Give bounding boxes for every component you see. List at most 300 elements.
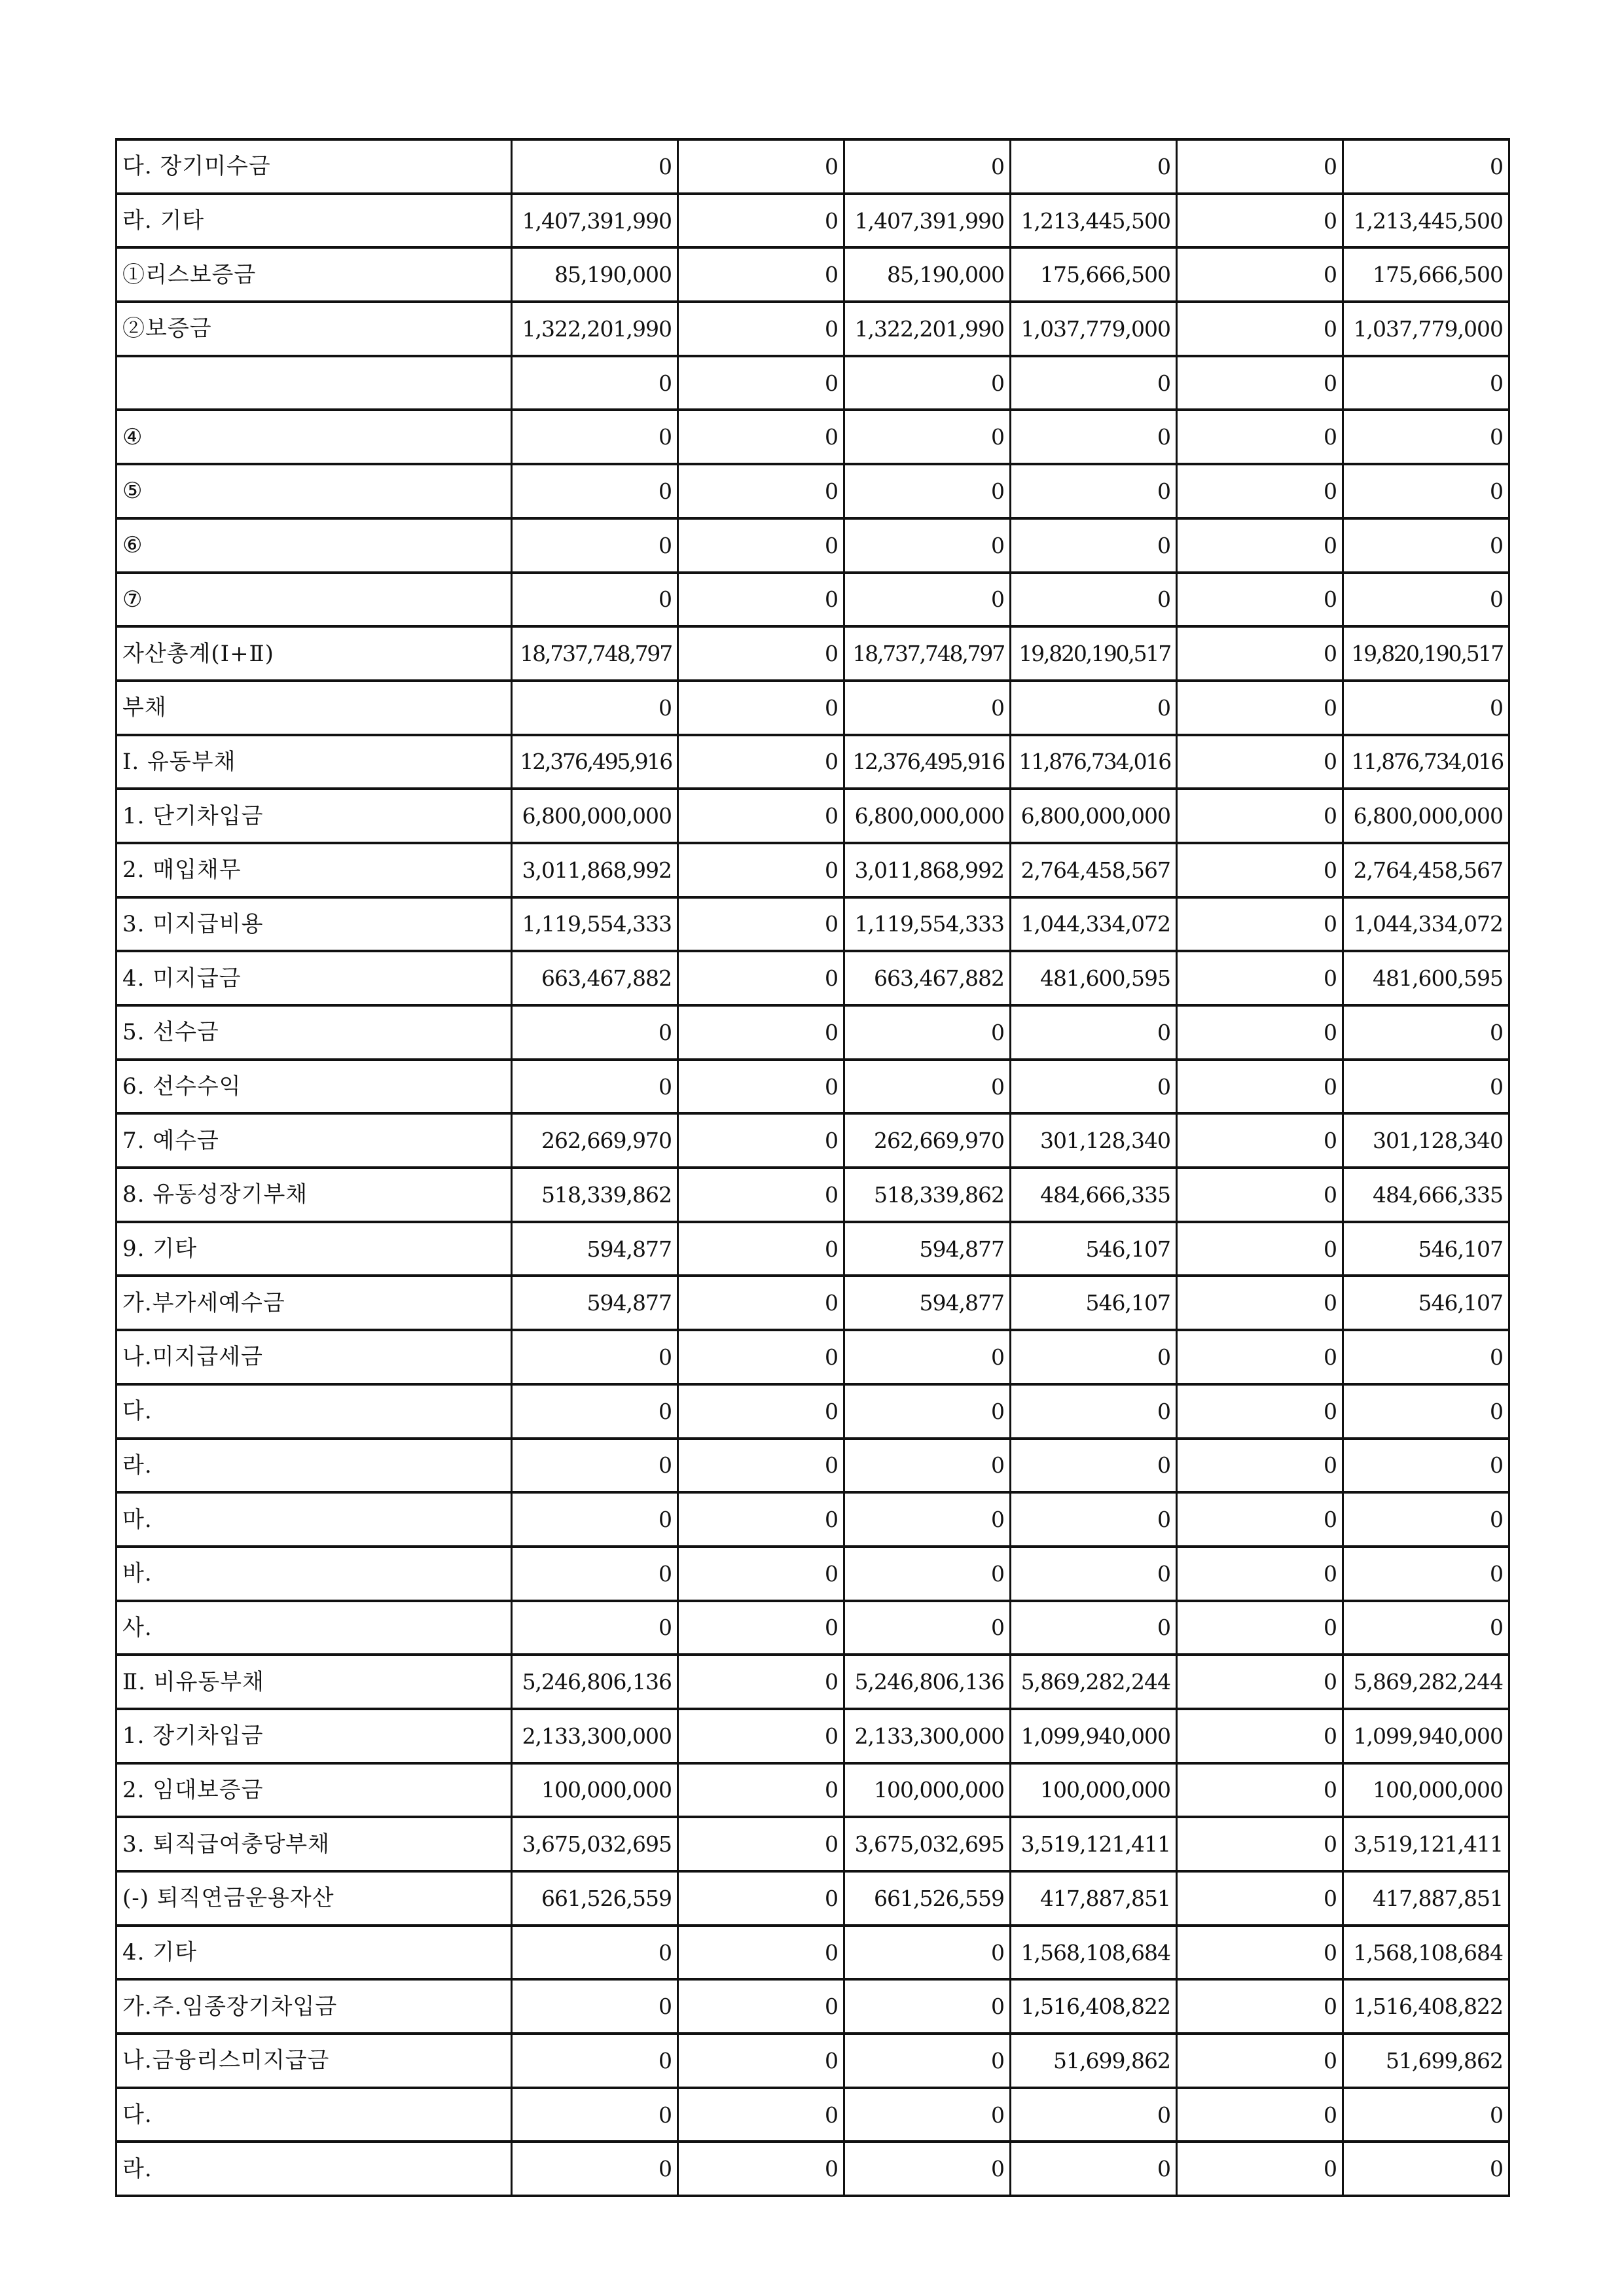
value-col-6: 3,519,121,411 bbox=[1343, 1817, 1509, 1871]
value-col-3: 85,190,000 bbox=[844, 247, 1011, 302]
value-col-6: 0 bbox=[1343, 681, 1509, 735]
table-row bbox=[117, 247, 1509, 302]
table-row bbox=[117, 1926, 1509, 1980]
value-col-6: 0 bbox=[1343, 1005, 1509, 1060]
value-col-6: 6,800,000,000 bbox=[1343, 789, 1509, 843]
value-col-6: 1,516,408,822 bbox=[1343, 1979, 1509, 2034]
row-label: 2. 임대보증금 bbox=[117, 1763, 512, 1818]
table-row bbox=[117, 573, 1509, 627]
value-col-4: 0 bbox=[1011, 518, 1177, 573]
value-col-6: 0 bbox=[1343, 1384, 1509, 1439]
value-col-4: 0 bbox=[1011, 2142, 1177, 2196]
value-col-1: 18,737,748,797 bbox=[512, 626, 678, 681]
value-col-4: 0 bbox=[1011, 1060, 1177, 1114]
value-col-3: 0 bbox=[844, 518, 1011, 573]
value-col-6: 1,044,334,072 bbox=[1343, 897, 1509, 952]
table-row bbox=[117, 1276, 1509, 1330]
value-col-4: 0 bbox=[1011, 1439, 1177, 1493]
balance-sheet-table bbox=[115, 138, 1510, 2197]
value-col-1: 0 bbox=[512, 410, 678, 464]
value-col-2: 0 bbox=[678, 1113, 844, 1168]
table-row bbox=[117, 2088, 1509, 2142]
value-col-1: 0 bbox=[512, 1601, 678, 1655]
value-col-4: 1,213,445,500 bbox=[1011, 194, 1177, 248]
value-col-5: 0 bbox=[1177, 1763, 1343, 1818]
value-col-2: 0 bbox=[678, 2088, 844, 2142]
value-col-1: 85,190,000 bbox=[512, 247, 678, 302]
row-label: 나.미지급세금 bbox=[117, 1330, 512, 1384]
value-col-1: 0 bbox=[512, 681, 678, 735]
value-col-3: 0 bbox=[844, 410, 1011, 464]
row-label: 가.부가세예수금 bbox=[117, 1276, 512, 1330]
value-col-6: 0 bbox=[1343, 2142, 1509, 2196]
row-label: ⑦ bbox=[117, 573, 512, 627]
row-label: 라. 기타 bbox=[117, 194, 512, 248]
value-col-3: 0 bbox=[844, 1060, 1011, 1114]
value-col-5: 0 bbox=[1177, 464, 1343, 518]
value-col-6: 0 bbox=[1343, 1601, 1509, 1655]
value-col-6: 0 bbox=[1343, 139, 1509, 194]
value-col-1: 0 bbox=[512, 1547, 678, 1601]
value-col-1: 12,376,495,916 bbox=[512, 735, 678, 789]
value-col-6: 0 bbox=[1343, 410, 1509, 464]
value-col-5: 0 bbox=[1177, 2088, 1343, 2142]
table-row bbox=[117, 1709, 1509, 1763]
value-col-2: 0 bbox=[678, 951, 844, 1005]
value-col-6: 1,037,779,000 bbox=[1343, 302, 1509, 356]
row-label: 8. 유동성장기부채 bbox=[117, 1168, 512, 1222]
value-col-4: 19,820,190,517 bbox=[1011, 626, 1177, 681]
row-label bbox=[117, 356, 512, 410]
value-col-3: 518,339,862 bbox=[844, 1168, 1011, 1222]
value-col-3: 0 bbox=[844, 1547, 1011, 1601]
table-row bbox=[117, 356, 1509, 410]
value-col-5: 0 bbox=[1177, 1168, 1343, 1222]
value-col-4: 0 bbox=[1011, 573, 1177, 627]
value-col-1: 0 bbox=[512, 1492, 678, 1547]
value-col-3: 3,011,868,992 bbox=[844, 843, 1011, 897]
value-col-4: 0 bbox=[1011, 1384, 1177, 1439]
value-col-6: 0 bbox=[1343, 2088, 1509, 2142]
value-col-1: 518,339,862 bbox=[512, 1168, 678, 1222]
value-col-4: 0 bbox=[1011, 1601, 1177, 1655]
row-label: 2. 매입채무 bbox=[117, 843, 512, 897]
row-label: 1. 장기차입금 bbox=[117, 1709, 512, 1763]
value-col-4: 484,666,335 bbox=[1011, 1168, 1177, 1222]
value-col-6: 301,128,340 bbox=[1343, 1113, 1509, 1168]
value-col-4: 0 bbox=[1011, 1492, 1177, 1547]
value-col-4: 6,800,000,000 bbox=[1011, 789, 1177, 843]
value-col-6: 175,666,500 bbox=[1343, 247, 1509, 302]
value-col-6: 481,600,595 bbox=[1343, 951, 1509, 1005]
value-col-6: 417,887,851 bbox=[1343, 1871, 1509, 1926]
table-row bbox=[117, 1871, 1509, 1926]
value-col-4: 0 bbox=[1011, 464, 1177, 518]
row-label: 1. 단기차입금 bbox=[117, 789, 512, 843]
value-col-3: 0 bbox=[844, 1439, 1011, 1493]
value-col-3: 0 bbox=[844, 2142, 1011, 2196]
table-row bbox=[117, 1601, 1509, 1655]
value-col-1: 0 bbox=[512, 1384, 678, 1439]
table-row bbox=[117, 735, 1509, 789]
row-label: 마. bbox=[117, 1492, 512, 1547]
table-row bbox=[117, 951, 1509, 1005]
value-col-5: 0 bbox=[1177, 2034, 1343, 2088]
value-col-3: 2,133,300,000 bbox=[844, 1709, 1011, 1763]
value-col-5: 0 bbox=[1177, 1060, 1343, 1114]
table-row bbox=[117, 464, 1509, 518]
value-col-1: 0 bbox=[512, 1060, 678, 1114]
row-label: 5. 선수금 bbox=[117, 1005, 512, 1060]
value-col-5: 0 bbox=[1177, 2142, 1343, 2196]
table-row bbox=[117, 1439, 1509, 1493]
table-row bbox=[117, 1168, 1509, 1222]
value-col-4: 100,000,000 bbox=[1011, 1763, 1177, 1818]
value-col-1: 0 bbox=[512, 2034, 678, 2088]
value-col-1: 0 bbox=[512, 518, 678, 573]
row-label: ②보증금 bbox=[117, 302, 512, 356]
value-col-2: 0 bbox=[678, 1222, 844, 1276]
value-col-3: 0 bbox=[844, 1330, 1011, 1384]
value-col-1: 0 bbox=[512, 356, 678, 410]
row-label: 4. 미지급금 bbox=[117, 951, 512, 1005]
value-col-5: 0 bbox=[1177, 843, 1343, 897]
value-col-3: 6,800,000,000 bbox=[844, 789, 1011, 843]
value-col-5: 0 bbox=[1177, 1439, 1343, 1493]
value-col-5: 0 bbox=[1177, 1005, 1343, 1060]
value-col-5: 0 bbox=[1177, 1871, 1343, 1926]
value-col-3: 0 bbox=[844, 139, 1011, 194]
table-row bbox=[117, 681, 1509, 735]
value-col-2: 0 bbox=[678, 897, 844, 952]
table-row bbox=[117, 1330, 1509, 1384]
value-col-2: 0 bbox=[678, 681, 844, 735]
value-col-5: 0 bbox=[1177, 247, 1343, 302]
value-col-2: 0 bbox=[678, 194, 844, 248]
value-col-5: 0 bbox=[1177, 1979, 1343, 2034]
value-col-6: 0 bbox=[1343, 1547, 1509, 1601]
value-col-6: 0 bbox=[1343, 1492, 1509, 1547]
value-col-3: 594,877 bbox=[844, 1276, 1011, 1330]
value-col-2: 0 bbox=[678, 626, 844, 681]
value-col-6: 51,699,862 bbox=[1343, 2034, 1509, 2088]
value-col-2: 0 bbox=[678, 1601, 844, 1655]
row-label: 부채 bbox=[117, 681, 512, 735]
table-row bbox=[117, 1547, 1509, 1601]
value-col-2: 0 bbox=[678, 1330, 844, 1384]
value-col-5: 0 bbox=[1177, 735, 1343, 789]
value-col-4: 1,516,408,822 bbox=[1011, 1979, 1177, 2034]
table-row bbox=[117, 1817, 1509, 1871]
value-col-5: 0 bbox=[1177, 302, 1343, 356]
value-col-5: 0 bbox=[1177, 1547, 1343, 1601]
value-col-6: 19,820,190,517 bbox=[1343, 626, 1509, 681]
row-label: 4. 기타 bbox=[117, 1926, 512, 1980]
value-col-5: 0 bbox=[1177, 681, 1343, 735]
table-row bbox=[117, 843, 1509, 897]
value-col-1: 0 bbox=[512, 2142, 678, 2196]
row-label: 라. bbox=[117, 1439, 512, 1493]
value-col-5: 0 bbox=[1177, 789, 1343, 843]
value-col-2: 0 bbox=[678, 1655, 844, 1709]
value-col-4: 0 bbox=[1011, 410, 1177, 464]
value-col-5: 0 bbox=[1177, 1492, 1343, 1547]
value-col-4: 0 bbox=[1011, 1005, 1177, 1060]
value-col-6: 0 bbox=[1343, 464, 1509, 518]
row-label: 3. 미지급비용 bbox=[117, 897, 512, 952]
table-row bbox=[117, 1492, 1509, 1547]
value-col-6: 0 bbox=[1343, 356, 1509, 410]
row-label: 라. bbox=[117, 2142, 512, 2196]
row-label: 가.주.임종장기차입금 bbox=[117, 1979, 512, 2034]
value-col-6: 0 bbox=[1343, 1060, 1509, 1114]
value-col-3: 1,322,201,990 bbox=[844, 302, 1011, 356]
value-col-2: 0 bbox=[678, 1492, 844, 1547]
value-col-6: 546,107 bbox=[1343, 1276, 1509, 1330]
row-label: 7. 예수금 bbox=[117, 1113, 512, 1168]
value-col-4: 0 bbox=[1011, 356, 1177, 410]
value-col-3: 0 bbox=[844, 1979, 1011, 2034]
value-col-2: 0 bbox=[678, 1547, 844, 1601]
value-col-2: 0 bbox=[678, 1763, 844, 1818]
value-col-1: 0 bbox=[512, 464, 678, 518]
row-label: ①리스보증금 bbox=[117, 247, 512, 302]
value-col-3: 100,000,000 bbox=[844, 1763, 1011, 1818]
value-col-1: 2,133,300,000 bbox=[512, 1709, 678, 1763]
value-col-4: 5,869,282,244 bbox=[1011, 1655, 1177, 1709]
table-row bbox=[117, 897, 1509, 952]
value-col-4: 3,519,121,411 bbox=[1011, 1817, 1177, 1871]
value-col-2: 0 bbox=[678, 1979, 844, 2034]
table-row bbox=[117, 1222, 1509, 1276]
table-row bbox=[117, 302, 1509, 356]
value-col-3: 1,119,554,333 bbox=[844, 897, 1011, 952]
value-col-2: 0 bbox=[678, 1926, 844, 1980]
value-col-5: 0 bbox=[1177, 1222, 1343, 1276]
value-col-5: 0 bbox=[1177, 1330, 1343, 1384]
value-col-6: 546,107 bbox=[1343, 1222, 1509, 1276]
value-col-1: 262,669,970 bbox=[512, 1113, 678, 1168]
value-col-1: 3,011,868,992 bbox=[512, 843, 678, 897]
value-col-6: 1,099,940,000 bbox=[1343, 1709, 1509, 1763]
value-col-5: 0 bbox=[1177, 1655, 1343, 1709]
value-col-5: 0 bbox=[1177, 1601, 1343, 1655]
value-col-2: 0 bbox=[678, 410, 844, 464]
value-col-3: 594,877 bbox=[844, 1222, 1011, 1276]
value-col-5: 0 bbox=[1177, 518, 1343, 573]
value-col-2: 0 bbox=[678, 139, 844, 194]
value-col-4: 481,600,595 bbox=[1011, 951, 1177, 1005]
value-col-5: 0 bbox=[1177, 1926, 1343, 1980]
value-col-5: 0 bbox=[1177, 1113, 1343, 1168]
value-col-3: 0 bbox=[844, 1492, 1011, 1547]
value-col-1: 594,877 bbox=[512, 1276, 678, 1330]
row-label: 다. bbox=[117, 1384, 512, 1439]
value-col-6: 484,666,335 bbox=[1343, 1168, 1509, 1222]
table-row bbox=[117, 2034, 1509, 2088]
value-col-6: 0 bbox=[1343, 1439, 1509, 1493]
value-col-2: 0 bbox=[678, 247, 844, 302]
value-col-3: 262,669,970 bbox=[844, 1113, 1011, 1168]
value-col-5: 0 bbox=[1177, 139, 1343, 194]
value-col-1: 6,800,000,000 bbox=[512, 789, 678, 843]
value-col-3: 0 bbox=[844, 681, 1011, 735]
row-label: ④ bbox=[117, 410, 512, 464]
value-col-6: 0 bbox=[1343, 573, 1509, 627]
value-col-2: 0 bbox=[678, 1060, 844, 1114]
value-col-3: 0 bbox=[844, 573, 1011, 627]
row-label: Ⅰ. 유동부채 bbox=[117, 735, 512, 789]
value-col-1: 5,246,806,136 bbox=[512, 1655, 678, 1709]
row-label: 나.금융리스미지급금 bbox=[117, 2034, 512, 2088]
value-col-2: 0 bbox=[678, 1709, 844, 1763]
value-col-5: 0 bbox=[1177, 410, 1343, 464]
balance-sheet-body bbox=[117, 139, 1509, 2196]
value-col-1: 3,675,032,695 bbox=[512, 1817, 678, 1871]
value-col-1: 100,000,000 bbox=[512, 1763, 678, 1818]
value-col-2: 0 bbox=[678, 573, 844, 627]
value-col-3: 661,526,559 bbox=[844, 1871, 1011, 1926]
value-col-6: 2,764,458,567 bbox=[1343, 843, 1509, 897]
value-col-4: 11,876,734,016 bbox=[1011, 735, 1177, 789]
value-col-5: 0 bbox=[1177, 1709, 1343, 1763]
table-row bbox=[117, 194, 1509, 248]
row-label: (-) 퇴직연금운용자산 bbox=[117, 1871, 512, 1926]
row-label: 다. bbox=[117, 2088, 512, 2142]
value-col-2: 0 bbox=[678, 464, 844, 518]
value-col-5: 0 bbox=[1177, 356, 1343, 410]
value-col-2: 0 bbox=[678, 518, 844, 573]
value-col-4: 175,666,500 bbox=[1011, 247, 1177, 302]
value-col-4: 0 bbox=[1011, 1547, 1177, 1601]
value-col-3: 0 bbox=[844, 356, 1011, 410]
table-row bbox=[117, 2142, 1509, 2196]
value-col-5: 0 bbox=[1177, 1817, 1343, 1871]
value-col-1: 0 bbox=[512, 1005, 678, 1060]
table-row bbox=[117, 1005, 1509, 1060]
value-col-4: 546,107 bbox=[1011, 1276, 1177, 1330]
value-col-4: 1,037,779,000 bbox=[1011, 302, 1177, 356]
value-col-2: 0 bbox=[678, 1871, 844, 1926]
value-col-3: 0 bbox=[844, 1601, 1011, 1655]
value-col-6: 1,568,108,684 bbox=[1343, 1926, 1509, 1980]
value-col-4: 0 bbox=[1011, 2088, 1177, 2142]
value-col-1: 0 bbox=[512, 1439, 678, 1493]
row-label: 6. 선수수익 bbox=[117, 1060, 512, 1114]
value-col-4: 1,568,108,684 bbox=[1011, 1926, 1177, 1980]
value-col-3: 0 bbox=[844, 1384, 1011, 1439]
value-col-3: 0 bbox=[844, 2088, 1011, 2142]
value-col-2: 0 bbox=[678, 843, 844, 897]
value-col-5: 0 bbox=[1177, 951, 1343, 1005]
value-col-4: 0 bbox=[1011, 139, 1177, 194]
value-col-6: 11,876,734,016 bbox=[1343, 735, 1509, 789]
value-col-1: 0 bbox=[512, 573, 678, 627]
value-col-2: 0 bbox=[678, 302, 844, 356]
value-col-2: 0 bbox=[678, 356, 844, 410]
value-col-3: 1,407,391,990 bbox=[844, 194, 1011, 248]
value-col-5: 0 bbox=[1177, 573, 1343, 627]
value-col-1: 0 bbox=[512, 139, 678, 194]
value-col-3: 0 bbox=[844, 1926, 1011, 1980]
table-row bbox=[117, 1060, 1509, 1114]
value-col-2: 0 bbox=[678, 1384, 844, 1439]
table-row bbox=[117, 1655, 1509, 1709]
value-col-5: 0 bbox=[1177, 626, 1343, 681]
row-label: ⑤ bbox=[117, 464, 512, 518]
table-row bbox=[117, 789, 1509, 843]
value-col-1: 0 bbox=[512, 2088, 678, 2142]
value-col-2: 0 bbox=[678, 2034, 844, 2088]
value-col-5: 0 bbox=[1177, 194, 1343, 248]
row-label: 3. 퇴직급여충당부채 bbox=[117, 1817, 512, 1871]
row-label: 자산총계(Ⅰ+Ⅱ) bbox=[117, 626, 512, 681]
value-col-1: 594,877 bbox=[512, 1222, 678, 1276]
value-col-2: 0 bbox=[678, 735, 844, 789]
value-col-2: 0 bbox=[678, 2142, 844, 2196]
value-col-3: 0 bbox=[844, 1005, 1011, 1060]
value-col-1: 1,322,201,990 bbox=[512, 302, 678, 356]
value-col-3: 663,467,882 bbox=[844, 951, 1011, 1005]
table-row bbox=[117, 518, 1509, 573]
row-label: ⑥ bbox=[117, 518, 512, 573]
value-col-3: 12,376,495,916 bbox=[844, 735, 1011, 789]
value-col-1: 1,407,391,990 bbox=[512, 194, 678, 248]
value-col-2: 0 bbox=[678, 1276, 844, 1330]
value-col-4: 546,107 bbox=[1011, 1222, 1177, 1276]
value-col-2: 0 bbox=[678, 1005, 844, 1060]
value-col-3: 3,675,032,695 bbox=[844, 1817, 1011, 1871]
value-col-4: 1,099,940,000 bbox=[1011, 1709, 1177, 1763]
table-row bbox=[117, 1979, 1509, 2034]
table-row bbox=[117, 410, 1509, 464]
table-row bbox=[117, 1384, 1509, 1439]
table-row bbox=[117, 1113, 1509, 1168]
value-col-3: 0 bbox=[844, 2034, 1011, 2088]
row-label: 다. 장기미수금 bbox=[117, 139, 512, 194]
value-col-3: 5,246,806,136 bbox=[844, 1655, 1011, 1709]
value-col-4: 51,699,862 bbox=[1011, 2034, 1177, 2088]
row-label: 9. 기타 bbox=[117, 1222, 512, 1276]
row-label: 바. bbox=[117, 1547, 512, 1601]
value-col-5: 0 bbox=[1177, 1276, 1343, 1330]
value-col-3: 18,737,748,797 bbox=[844, 626, 1011, 681]
row-label: 사. bbox=[117, 1601, 512, 1655]
row-label: Ⅱ. 비유동부채 bbox=[117, 1655, 512, 1709]
table-row bbox=[117, 626, 1509, 681]
value-col-2: 0 bbox=[678, 1168, 844, 1222]
value-col-4: 2,764,458,567 bbox=[1011, 843, 1177, 897]
table-row bbox=[117, 1763, 1509, 1818]
value-col-4: 417,887,851 bbox=[1011, 1871, 1177, 1926]
value-col-2: 0 bbox=[678, 1817, 844, 1871]
table-row bbox=[117, 139, 1509, 194]
value-col-1: 0 bbox=[512, 1979, 678, 2034]
value-col-1: 0 bbox=[512, 1926, 678, 1980]
value-col-6: 100,000,000 bbox=[1343, 1763, 1509, 1818]
value-col-5: 0 bbox=[1177, 1384, 1343, 1439]
value-col-1: 661,526,559 bbox=[512, 1871, 678, 1926]
value-col-4: 0 bbox=[1011, 1330, 1177, 1384]
value-col-4: 1,044,334,072 bbox=[1011, 897, 1177, 952]
value-col-4: 301,128,340 bbox=[1011, 1113, 1177, 1168]
value-col-2: 0 bbox=[678, 789, 844, 843]
value-col-1: 0 bbox=[512, 1330, 678, 1384]
value-col-4: 0 bbox=[1011, 681, 1177, 735]
value-col-6: 1,213,445,500 bbox=[1343, 194, 1509, 248]
value-col-3: 0 bbox=[844, 464, 1011, 518]
value-col-1: 1,119,554,333 bbox=[512, 897, 678, 952]
